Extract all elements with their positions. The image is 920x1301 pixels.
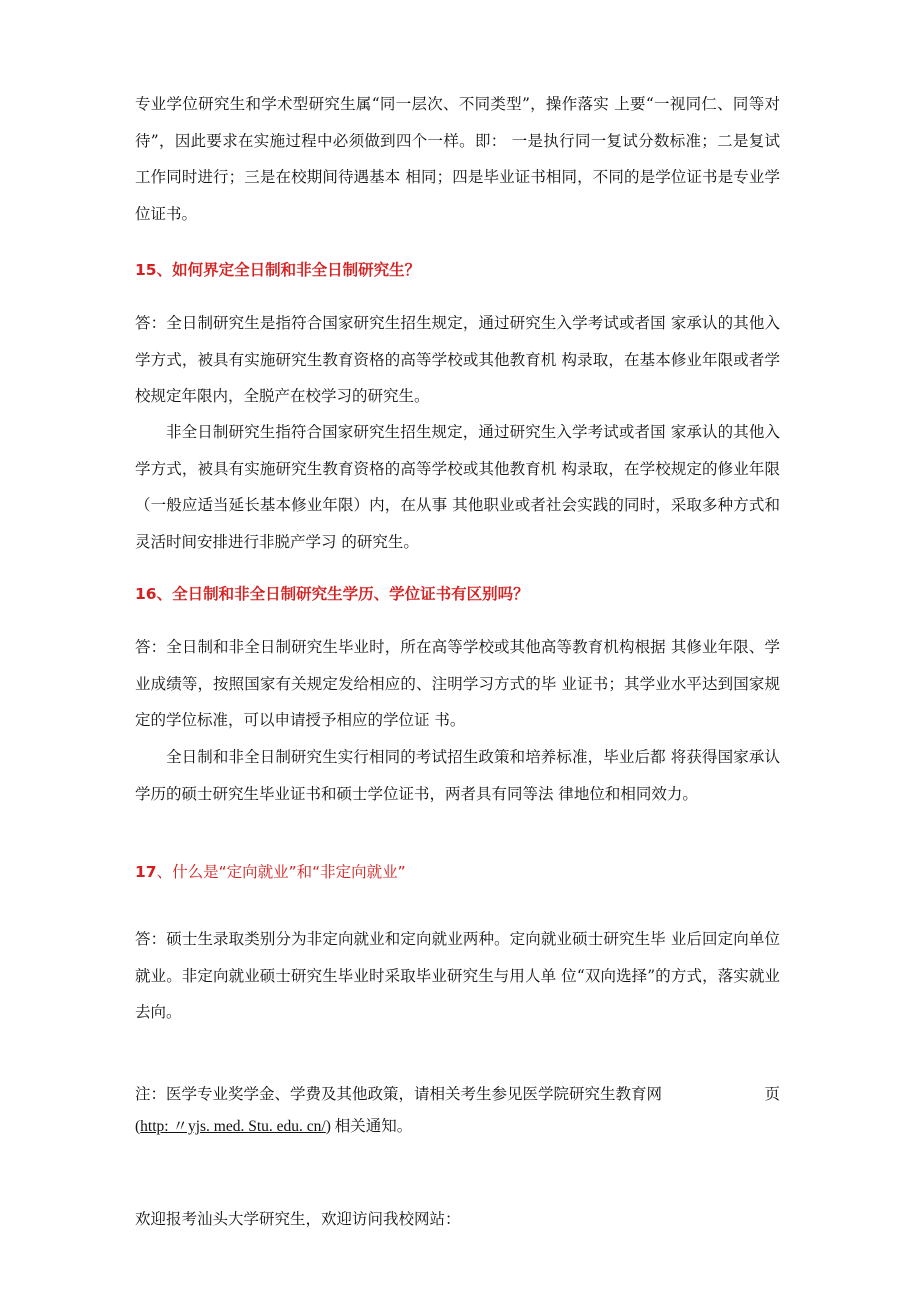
note-open-paren: (: [135, 1118, 141, 1135]
note-suffix: ) 相关通知。: [325, 1118, 413, 1135]
answer-16-paragraph-2: 全日制和非全日制研究生实行相同的考试招生政策和培养标准，毕业后都 将获得国家承认学历的硕士研究生毕业证书和硕士学位证书，两者具有同等法 律地位和相同效力。: [135, 748, 780, 803]
note-prefix: 注：医学专业奖学金、学费及其他政策，请相关考生参见医学院研究生教育网: [135, 1085, 663, 1103]
question-15-text: 、如何界定全日制和非全日制研究生？: [156, 261, 421, 279]
question-16-heading: [135, 582, 780, 606]
note-line-1: [135, 1076, 780, 1113]
question-17-number: 17: [135, 863, 157, 881]
question-17-heading: [135, 860, 780, 884]
education-site-link[interactable]: http: 〃yjs. med. Stu. edu. cn/: [140, 1118, 326, 1135]
note-page-word: 页: [764, 1085, 780, 1103]
question-17-text: 、什么是“定向就业”和“非定向就业”: [156, 863, 406, 881]
question-15-number: 15: [135, 261, 157, 279]
note-line-2: [135, 1109, 780, 1146]
answer-15-paragraph-2: 非全日制研究生指符合国家研究生招生规定，通过研究生入学考试或者国 家承认的其他入学方式，被具有实施研究生教育资格的高等学校或其他教育机 构录取，在学校规定的修业年限（一般应适当延长基本修业年限）内，在从事 其他职业或者社会实践的同时，采取多种方式和灵活时间安排进行非脱产学习 的研究生。: [135, 423, 780, 551]
question-15-heading: [135, 258, 780, 282]
question-16-number: 16: [135, 585, 157, 603]
answer-17-paragraph: 答：硕士生录取类别分为非定向就业和定向就业两种。定向就业硕士研究生毕 业后回定向单位就业。非定向就业硕士研究生毕业时采取毕业研究生与用人单 位“双向选择”的方式，落实就业去向。: [135, 930, 780, 1021]
question-16-text: 、全日制和非全日制研究生学历、学位证书有区别吗？: [156, 585, 529, 603]
intro-paragraph: 专业学位研究生和学术型研究生属“同一层次、不同类型”，操作落实 上要“一视同仁、同等对待”，因此要求在实施过程中必须做到四个一样。即： 一是执行同一复试分数标准；二是复试工作同时进行；三是在校期间待遇基本 相同；四是毕业证书相同，不同的是学位证书是专业学位证书。: [135, 95, 780, 223]
answer-15-paragraph-1: 答：全日制研究生是指符合国家研究生招生规定，通过研究生入学考试或者国 家承认的其他入学方式，被具有实施研究生教育资格的高等学校或其他教育机 构录取，在基本修业年限或者学校规定年限内，全脱产在校学习的研究生。: [135, 314, 780, 405]
answer-16-paragraph-1: 答：全日制和非全日制研究生毕业时，所在高等学校或其他高等教育机构根据 其修业年限、学业成绩等，按照国家有关规定发给相应的、注明学习方式的毕 业证书；其学业水平达到国家规定的学位标准，可以申请授予相应的学位证 书。: [135, 638, 780, 729]
closing-line: 欢迎报考汕头大学研究生，欢迎访问我校网站：: [135, 1210, 461, 1228]
